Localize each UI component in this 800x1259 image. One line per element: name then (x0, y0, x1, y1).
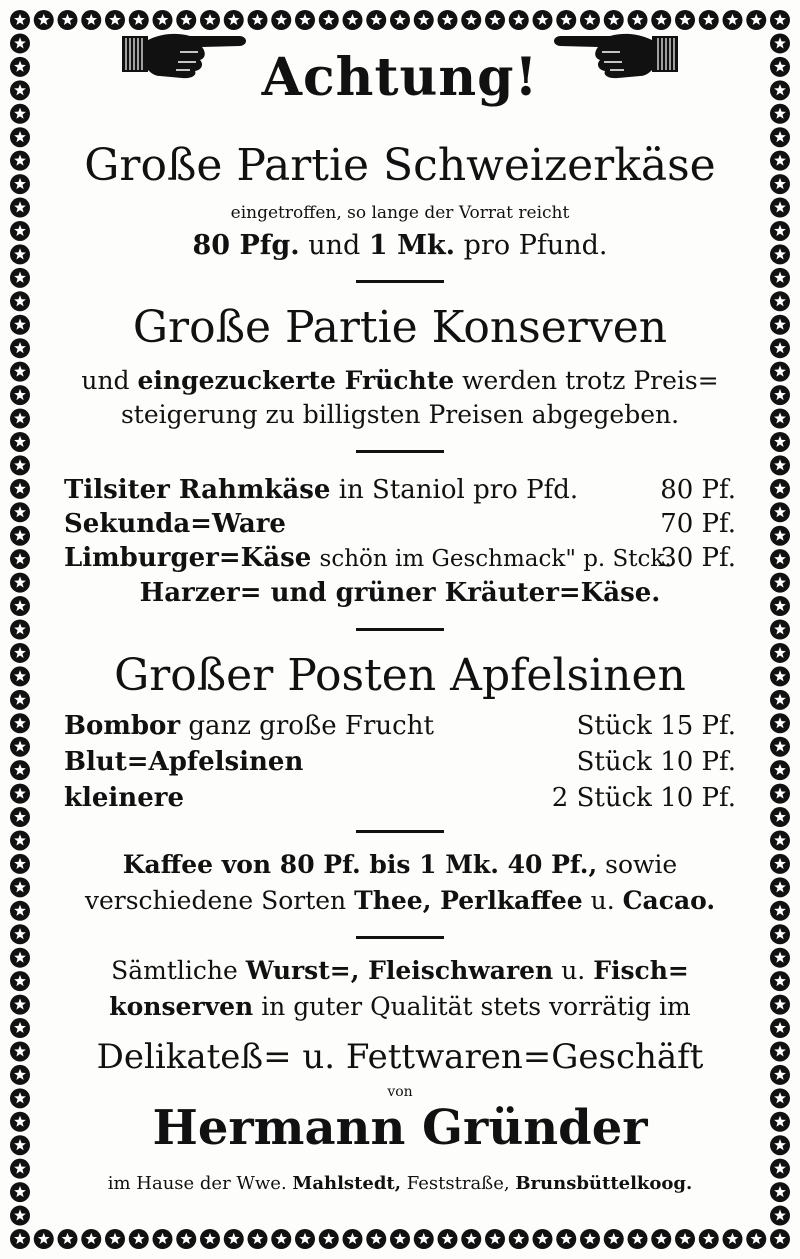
star-icon (200, 1229, 220, 1249)
star-icon (10, 151, 30, 171)
star-icon (10, 620, 30, 640)
star-icon (10, 174, 30, 194)
star-icon (699, 10, 719, 30)
star-icon (770, 643, 790, 663)
text-bold: Fisch= (593, 956, 689, 985)
text: verschiedene Sorten (84, 886, 347, 915)
star-icon (319, 10, 339, 30)
star-icon (81, 10, 101, 30)
item-name: Limburger=Käse (64, 543, 312, 573)
star-icon (10, 1041, 30, 1061)
star-icon (533, 1229, 553, 1249)
section1-price-line (58, 232, 742, 259)
item-price: 80 Pf. (660, 475, 736, 505)
star-icon (343, 1229, 363, 1249)
star-icon (10, 690, 30, 710)
section1-heading: Große Partie Schweizerkäse (84, 140, 716, 191)
star-icon (176, 1229, 196, 1249)
shop-name: Delikateß= u. Fettwaren=Geschäft (96, 1037, 704, 1077)
star-icon (10, 573, 30, 593)
star-icon (770, 877, 790, 897)
star-icon (770, 924, 790, 944)
star-icon (10, 221, 30, 241)
star-icon (10, 479, 30, 499)
star-icon (366, 10, 386, 30)
price-a: 80 Pfg. (192, 230, 300, 261)
star-icon (770, 526, 790, 546)
star-icon (248, 1229, 268, 1249)
text: Feststraße, (406, 1173, 510, 1194)
star-icon (10, 877, 30, 897)
star-icon (10, 455, 30, 475)
list-item (64, 508, 736, 540)
price-conj: und (308, 230, 361, 261)
item-price: Stück 15 Pf. (576, 711, 736, 741)
header-title: Achtung! (261, 47, 539, 108)
merchant-name: Hermann Gründer (152, 1100, 648, 1156)
item-price: Stück 10 Pf. (576, 747, 736, 777)
star-icon (10, 596, 30, 616)
star-icon (129, 1229, 149, 1249)
text: u. (590, 886, 615, 915)
star-icon (10, 362, 30, 382)
star-icon (770, 549, 790, 569)
star-icon (10, 901, 30, 921)
star-icon (770, 971, 790, 991)
star-icon (770, 1182, 790, 1202)
section5-line2 (58, 888, 742, 913)
star-icon (10, 713, 30, 733)
text-bold: Thee, Perlkaffee (354, 886, 583, 915)
star-icon (10, 315, 30, 335)
star-icon (770, 338, 790, 358)
text-bold: eingezuckerte Früchte (137, 366, 455, 395)
text-bold: Brunsbüttelkoog. (515, 1173, 693, 1194)
star-icon (10, 643, 30, 663)
star-icon (770, 1065, 790, 1085)
star-icon (10, 737, 30, 757)
list-item (64, 542, 736, 574)
star-icon (770, 151, 790, 171)
section1-note: eingetroffen, so lange der Vorrat reicht (230, 203, 570, 223)
star-icon (295, 10, 315, 30)
star-icon (10, 10, 30, 30)
text: u. (561, 956, 586, 985)
star-icon (58, 10, 78, 30)
star-icon (438, 1229, 458, 1249)
star-icon (770, 33, 790, 53)
section3-line4: Harzer= und grüner Kräuter=Käse. (139, 578, 661, 608)
section6-line1 (58, 958, 742, 983)
star-icon (699, 1229, 719, 1249)
star-icon (770, 1041, 790, 1061)
star-icon (770, 666, 790, 686)
star-icon (10, 948, 30, 968)
star-icon (10, 995, 30, 1015)
star-icon (770, 409, 790, 429)
star-icon (770, 690, 790, 710)
star-icon (604, 1229, 624, 1249)
star-icon (366, 1229, 386, 1249)
star-icon (34, 10, 54, 30)
text-bold: Wurst=, Fleischwaren (245, 956, 554, 985)
star-icon (248, 10, 268, 30)
star-icon (461, 1229, 481, 1249)
text: Sämtliche (111, 956, 238, 985)
star-icon (770, 268, 790, 288)
star-icon (770, 385, 790, 405)
star-icon (651, 1229, 671, 1249)
star-icon (10, 1229, 30, 1249)
item-name: kleinere (64, 783, 184, 813)
star-icon (746, 1229, 766, 1249)
star-icon (533, 10, 553, 30)
price-b: 1 Mk. (368, 230, 456, 261)
divider (356, 280, 444, 283)
star-icon (770, 127, 790, 147)
item-name: Blut=Apfelsinen (64, 747, 304, 777)
star-icon (770, 174, 790, 194)
text-bold: Kaffee von 80 Pf. bis 1 Mk. 40 Pf., (122, 850, 598, 879)
star-icon (58, 1229, 78, 1249)
divider (356, 830, 444, 833)
star-icon (770, 502, 790, 522)
star-icon (10, 1112, 30, 1132)
star-icon (770, 1229, 790, 1249)
star-icon (10, 549, 30, 569)
star-icon (10, 526, 30, 546)
star-icon (10, 502, 30, 522)
star-icon (770, 57, 790, 77)
star-icon (10, 924, 30, 944)
star-icon (390, 1229, 410, 1249)
section6-line2 (58, 994, 742, 1019)
star-icon (319, 1229, 339, 1249)
star-icon (414, 10, 434, 30)
star-icon (770, 362, 790, 382)
star-icon (81, 1229, 101, 1249)
section2-line2: steigerung zu billigsten Preisen abgegeben. (120, 400, 680, 429)
star-icon (10, 1159, 30, 1179)
star-icon (414, 1229, 434, 1249)
divider (356, 628, 444, 631)
star-icon (105, 1229, 125, 1249)
star-icon (10, 760, 30, 780)
star-icon (770, 244, 790, 264)
item-price: 30 Pf. (660, 543, 736, 573)
star-icon (770, 1206, 790, 1226)
star-icon (770, 1135, 790, 1155)
item-name: Bombor (64, 711, 181, 741)
star-icon (461, 10, 481, 30)
star-icon (390, 10, 410, 30)
star-icon (770, 104, 790, 124)
item-name: Tilsiter Rahmkäse (64, 475, 331, 505)
star-icon (10, 854, 30, 874)
star-icon (770, 807, 790, 827)
list-item (64, 474, 736, 506)
star-icon (628, 1229, 648, 1249)
star-icon (10, 338, 30, 358)
star-icon (10, 198, 30, 218)
star-icon (10, 1135, 30, 1155)
list-item (64, 782, 736, 814)
star-icon (485, 1229, 505, 1249)
text-bold: Mahlstedt, (292, 1173, 402, 1194)
star-icon (271, 1229, 291, 1249)
divider (356, 936, 444, 939)
star-icon (153, 1229, 173, 1249)
star-icon (10, 409, 30, 429)
star-icon (770, 1112, 790, 1132)
star-icon (10, 971, 30, 991)
section2-heading: Große Partie Konserven (132, 302, 668, 353)
item-desc: in Staniol pro Pfd. (338, 475, 579, 505)
item-price: 2 Stück 10 Pf. (551, 783, 736, 813)
star-icon (10, 1018, 30, 1038)
star-icon (770, 10, 790, 30)
star-icon (770, 948, 790, 968)
star-icon (10, 385, 30, 405)
star-icon (10, 244, 30, 264)
star-icon (10, 784, 30, 804)
star-icon (770, 620, 790, 640)
star-icon (343, 10, 363, 30)
star-icon (34, 1229, 54, 1249)
star-icon (485, 10, 505, 30)
text: sowie (605, 850, 678, 879)
star-icon (770, 221, 790, 241)
text-bold: konserven (109, 992, 254, 1021)
star-icon (10, 666, 30, 686)
item-name: Sekunda=Ware (64, 509, 286, 539)
star-icon (770, 995, 790, 1015)
star-icon (770, 573, 790, 593)
item-desc: schön im Geschmack" p. Stck. (319, 546, 672, 572)
star-icon (770, 198, 790, 218)
star-icon (10, 80, 30, 100)
star-icon (295, 1229, 315, 1249)
star-icon (10, 1182, 30, 1202)
star-icon (770, 596, 790, 616)
star-icon (10, 127, 30, 147)
address-line (58, 1175, 742, 1193)
star-icon (10, 1206, 30, 1226)
star-icon (556, 1229, 576, 1249)
text: in guter Qualität stets vorrätig im (261, 992, 691, 1021)
star-icon (10, 1088, 30, 1108)
star-icon (271, 10, 291, 30)
star-icon (770, 1159, 790, 1179)
star-icon (723, 10, 743, 30)
star-icon (770, 1088, 790, 1108)
star-icon (770, 479, 790, 499)
star-icon (770, 760, 790, 780)
list-item (64, 746, 736, 778)
star-icon (10, 291, 30, 311)
star-icon (10, 830, 30, 850)
star-icon (770, 455, 790, 475)
star-icon (770, 713, 790, 733)
text: werden trotz Preis= (462, 366, 719, 395)
divider (356, 450, 444, 453)
star-icon (580, 1229, 600, 1249)
star-icon (770, 737, 790, 757)
star-icon (770, 901, 790, 921)
text: im Hause der Wwe. (107, 1173, 287, 1194)
star-icon (770, 80, 790, 100)
item-price: 70 Pf. (660, 509, 736, 539)
item-desc: ganz große Frucht (188, 711, 434, 741)
star-icon (10, 268, 30, 288)
star-icon (10, 33, 30, 53)
section4-heading: Großer Posten Apfelsinen (114, 650, 686, 701)
list-item (64, 710, 736, 742)
star-icon (10, 432, 30, 452)
star-icon (10, 104, 30, 124)
star-icon (723, 1229, 743, 1249)
star-icon (10, 807, 30, 827)
star-icon (438, 10, 458, 30)
star-icon (770, 1018, 790, 1038)
section2-line1 (58, 368, 742, 393)
star-icon (675, 1229, 695, 1249)
star-icon (746, 10, 766, 30)
text: und (81, 366, 130, 395)
price-unit: pro Pfund. (463, 230, 608, 261)
star-icon (10, 1065, 30, 1085)
section5-line1 (58, 852, 742, 877)
star-icon (770, 784, 790, 804)
text-bold: Cacao. (622, 886, 716, 915)
ad-content (58, 40, 742, 1219)
star-icon (509, 1229, 529, 1249)
star-icon (770, 830, 790, 850)
star-icon (770, 291, 790, 311)
star-icon (770, 432, 790, 452)
star-icon (224, 1229, 244, 1249)
star-icon (770, 315, 790, 335)
star-icon (509, 10, 529, 30)
von-label: von (387, 1084, 413, 1100)
star-icon (770, 854, 790, 874)
star-icon (10, 57, 30, 77)
